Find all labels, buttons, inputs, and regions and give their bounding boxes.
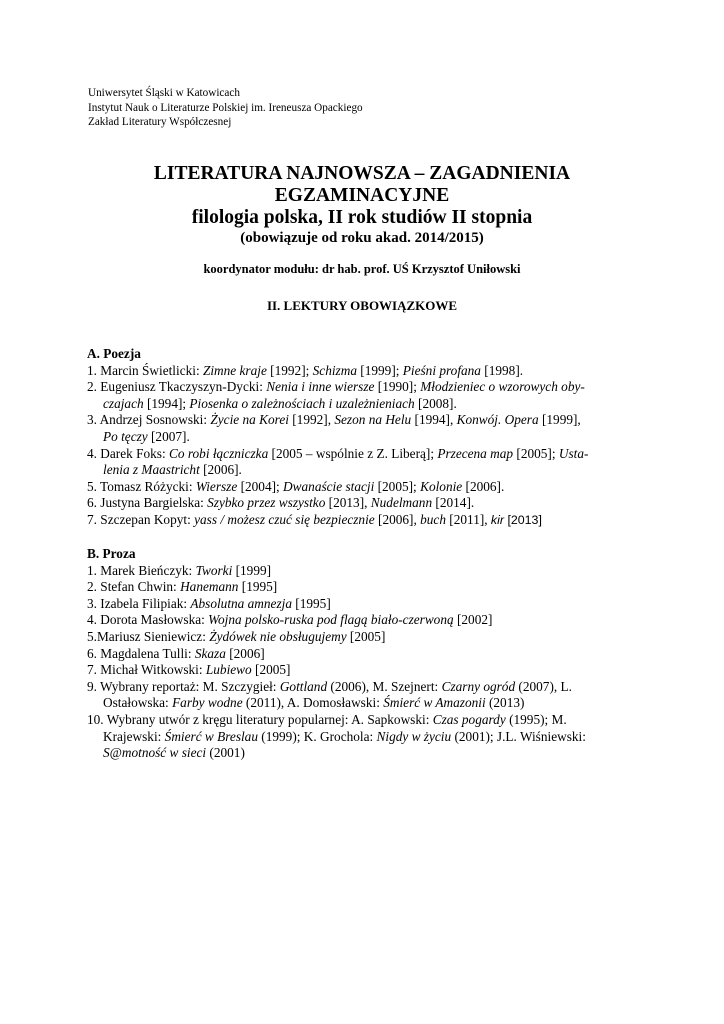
item-text: 6. Justyna Bargielska: xyxy=(87,495,208,511)
work-title: Śmierć w Amazonii xyxy=(383,695,486,711)
work-title: Po tęczy xyxy=(103,428,148,444)
item-text: Ostałowska: xyxy=(103,695,173,711)
work-title: Schizma xyxy=(312,362,357,378)
item-text: 2. Stefan Chwin: xyxy=(87,579,181,595)
list-item-line xyxy=(87,646,640,663)
list-item-line xyxy=(87,579,640,596)
item-text: [1999] xyxy=(232,562,272,578)
item-text: 10. Wybrany utwór z kręgu literatury popularnej: A. Sapkowski: xyxy=(87,711,433,727)
item-text: 4. Darek Foks: xyxy=(87,445,169,461)
list-item-line xyxy=(87,629,640,646)
item-text: [1990]; xyxy=(374,379,421,395)
item-text: 6. Magdalena Tulli: xyxy=(87,645,195,661)
item-text: [2014]. xyxy=(432,495,475,511)
list-item-line xyxy=(87,495,640,512)
item-text: (2001); J.L. Wiśniewski: xyxy=(451,728,586,744)
list-item-line xyxy=(87,563,640,580)
work-title: Usta- xyxy=(558,445,589,461)
work-title: Nigdy w życiu xyxy=(376,728,452,744)
item-text: [1999]; xyxy=(356,362,403,378)
list-item xyxy=(87,646,640,663)
item-text: [2005 – wspólnie z Z. Liberą]; xyxy=(268,445,438,461)
work-title: Sezon na Helu xyxy=(334,412,412,428)
list-item xyxy=(87,512,640,529)
work-title: czajach xyxy=(103,395,144,411)
list-item-line xyxy=(87,596,640,613)
list-item xyxy=(87,629,640,646)
item-text: [2006]. xyxy=(199,462,242,478)
work-title: Zimne kraje xyxy=(202,362,267,378)
list-item xyxy=(87,363,640,380)
item-text: 4. Dorota Masłowska: xyxy=(87,612,209,628)
work-title: Absolutna amnezja xyxy=(190,595,292,611)
work-title: Życie na Korei xyxy=(210,412,289,428)
poetry-list xyxy=(87,363,640,529)
list-item-line xyxy=(87,729,640,746)
work-title: Pieśni profana xyxy=(402,362,481,378)
item-text: [2005] xyxy=(346,628,386,644)
list-item xyxy=(87,596,640,613)
item-text: (2001) xyxy=(206,745,245,761)
item-text: 3. Andrzej Sosnowski: xyxy=(87,412,211,428)
document-title-line-2: EGZAMINACYJNE xyxy=(274,185,450,206)
list-item-line xyxy=(87,429,640,446)
item-text: [2006]. xyxy=(462,478,505,494)
item-text: 3. Izabela Filipiak: xyxy=(87,595,191,611)
list-item xyxy=(87,662,640,679)
prose-heading: B. Proza xyxy=(87,546,136,561)
prose-list xyxy=(87,563,640,762)
list-item xyxy=(87,679,640,712)
work-title: Czas pogardy xyxy=(432,711,506,727)
title-block xyxy=(60,163,664,247)
work-title: Czarny ogród xyxy=(441,678,516,694)
department-name: Zakład Literatury Współczesnej xyxy=(88,116,232,128)
list-item-line xyxy=(87,745,640,762)
list-item xyxy=(87,712,640,762)
work-title: Co robi łączniczka xyxy=(169,445,269,461)
list-item-line xyxy=(87,662,640,679)
work-title: S@motność w sieci xyxy=(103,745,207,761)
item-text: [2005] xyxy=(251,662,291,678)
item-text: [2005]; xyxy=(513,445,559,461)
item-text: [1995] xyxy=(291,595,331,611)
work-title: Piosenka o zależnościach i uzależnieniach xyxy=(189,395,415,411)
list-item-line xyxy=(87,462,640,479)
item-text: [2007]. xyxy=(147,428,190,444)
validity-note: (obowiązuje od roku akad. 2014/2015) xyxy=(240,230,484,246)
item-text: (2013) xyxy=(485,695,525,711)
list-item xyxy=(87,563,640,580)
list-item-line xyxy=(87,446,640,463)
item-text: Krajewski: xyxy=(103,728,165,744)
item-text: [2006], xyxy=(374,511,421,527)
item-text: [1999], xyxy=(538,412,581,428)
item-text: 5.Mariusz Sieniewicz: xyxy=(87,628,210,644)
item-text: [2005]; xyxy=(374,478,421,494)
work-title: Hanemann xyxy=(180,579,239,595)
item-text: 5. Tomasz Różycki: xyxy=(87,478,196,494)
list-item-line xyxy=(87,712,640,729)
poetry-heading: A. Poezja xyxy=(87,346,141,361)
list-item xyxy=(87,579,640,596)
list-item xyxy=(87,412,640,445)
work-title: Szybko przez wszystko xyxy=(207,495,326,511)
list-item-line xyxy=(87,379,640,396)
list-item-line xyxy=(87,412,640,429)
work-title: Wojna polsko-ruska pod flagą biało-czerwoną xyxy=(208,612,454,628)
list-item xyxy=(87,479,640,496)
work-title: Skaza xyxy=(194,645,226,661)
item-text: (2006), M. Szejnert: xyxy=(327,678,442,694)
work-title: Gottland xyxy=(279,678,328,694)
list-item-line xyxy=(87,679,640,696)
poetry-section xyxy=(87,346,640,529)
item-text: [2002] xyxy=(453,612,493,628)
list-item xyxy=(87,495,640,512)
item-text: [1995] xyxy=(238,579,278,595)
work-title: Nudelmann xyxy=(370,495,433,511)
prose-section xyxy=(87,546,640,762)
item-text: (1995); M. xyxy=(505,711,567,727)
item-text: (2007), L. xyxy=(515,678,572,694)
work-title: Kolonie xyxy=(420,478,463,494)
module-coordinator: koordynator modułu: dr hab. prof. UŚ Krzysztof Uniłowski xyxy=(203,262,521,276)
item-text: [2006] xyxy=(225,645,265,661)
work-title: Lubiewo xyxy=(205,662,252,678)
work-title: Śmierć w Breslau xyxy=(164,728,258,744)
list-item xyxy=(87,379,640,412)
work-title: Młodzieniec o wzorowych oby- xyxy=(420,379,585,395)
work-title: yass / możesz czuć się bezpiecznie xyxy=(194,511,375,527)
list-item xyxy=(87,612,640,629)
item-text: 7. Szczepan Kopyt: xyxy=(87,511,195,527)
item-text: (1999); K. Grochola: xyxy=(257,728,377,744)
section-title: II. LEKTURY OBOWIĄZKOWE xyxy=(266,298,458,313)
list-item-line xyxy=(87,612,640,629)
item-text: (2011), A. Domosławski: xyxy=(242,695,384,711)
work-title: buch xyxy=(420,511,446,527)
list-item-line xyxy=(87,479,640,496)
item-text: [1994]; xyxy=(143,395,190,411)
item-text: [1992], xyxy=(288,412,335,428)
document-title-line-1: LITERATURA NAJNOWSZA – ZAGADNIENIA xyxy=(153,163,571,184)
list-item-line xyxy=(87,695,640,712)
item-text: [2008]. xyxy=(414,395,457,411)
work-title: Przecena map xyxy=(437,445,514,461)
item-text: [2004]; xyxy=(237,478,284,494)
document-subtitle: filologia polska, II rok studiów II stopnia xyxy=(191,207,533,228)
work-title: Żydówek nie obsługujemy xyxy=(209,628,347,644)
institute-name: Instytut Nauk o Literaturze Polskiej im. Ireneusza Opackiego xyxy=(88,101,363,114)
university-name: Uniwersytet Śląski w Katowicach xyxy=(88,87,240,99)
list-item-line xyxy=(87,512,640,529)
work-title: lenia z Maastricht xyxy=(103,462,200,478)
item-text: [2011], xyxy=(445,511,491,527)
work-title: kir xyxy=(490,512,504,527)
item-text: [1998]. xyxy=(480,362,524,378)
work-title: Konwój. Opera xyxy=(456,412,539,428)
item-text: 7. Michał Witkowski: xyxy=(87,662,206,678)
work-title: Dwanaście stacji xyxy=(283,478,375,494)
item-text: 1. Marcin Świetlicki: xyxy=(87,362,203,378)
item-text: 1. Marek Bieńczyk: xyxy=(87,562,196,578)
item-text: [2013] xyxy=(504,512,542,527)
list-item xyxy=(87,446,640,479)
work-title: Farby wodne xyxy=(172,695,243,711)
affiliation-block xyxy=(88,86,363,130)
item-text: 9. Wybrany reportaż: M. Szczygieł: xyxy=(87,678,280,694)
work-title: Tworki xyxy=(195,562,233,578)
list-item-line xyxy=(87,396,640,413)
item-text: [2013], xyxy=(325,495,371,511)
work-title: Wiersze xyxy=(195,478,238,494)
item-text: [1992]; xyxy=(266,362,313,378)
item-text: [1994], xyxy=(411,412,457,428)
work-title: Nenia i inne wiersze xyxy=(266,379,375,395)
item-text: 2. Eugeniusz Tkaczyszyn-Dycki: xyxy=(87,379,267,395)
list-item-line xyxy=(87,363,640,380)
